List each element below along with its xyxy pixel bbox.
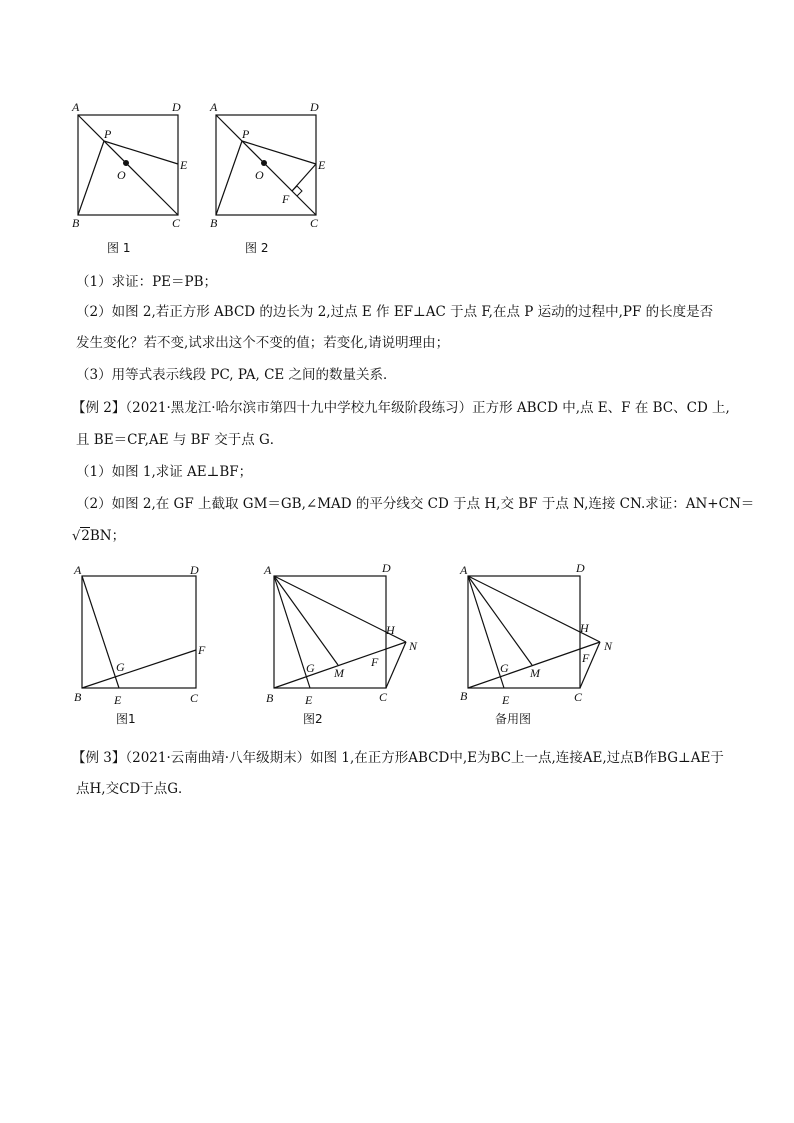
segment-bp [216,141,242,215]
ex1-question-2-line1: （2）如图 2,若正方形 ABCD 的边长为 2,过点 E 作 EF⊥AC 于点 F,在点 P 运动的过程中,PF 的长度是否 [76,304,714,320]
label-b: B [210,216,218,230]
ex2-heading-line2: 且 BE＝CF,AE 与 BF 交于点 G． [76,432,284,448]
segment-cn [580,642,600,688]
figure-caption: 图2 [303,712,323,726]
label-a: A [264,563,272,577]
label-m: M [530,666,540,680]
label-c: C [190,691,199,705]
label-a: A [72,100,80,114]
label-g: G [116,660,125,674]
label-a: A [74,563,82,577]
label-n: N [409,639,418,653]
point-o [123,160,129,166]
square-abcd [82,576,196,688]
right-angle-mark [292,186,302,196]
ex3-line1: 【例 3】（2021·云南曲靖·八年级期末）如图 1,在正方形ABCD中,E为BC上一点,连接AE,过点B作BG⊥AE于 [72,750,724,766]
label-a: A [460,563,468,577]
label-e: E [305,693,313,707]
label-f: F [198,643,206,657]
label-b: B [74,690,82,704]
top-figure-1 [60,95,200,260]
segment-bf [82,650,196,688]
label-d: D [382,561,391,575]
ex2-question-2-rest: BN； [89,528,126,544]
segment-am [274,576,338,665]
point-o [261,160,267,166]
label-e: E [318,158,326,172]
ex2-question-1: （1）如图 1,求证 AE⊥BF； [76,464,253,480]
label-n: N [604,639,613,653]
label-o: O [117,168,126,182]
ex2-question-2-line2 [72,526,125,547]
ex3-line2: 点H,交CD于点G． [76,781,192,797]
figure-caption: 图 1 [107,241,131,255]
ex2-question-2-line1: （2）如图 2,在 GF 上截取 GM＝GB,∠MAD 的平分线交 CD 于点 H,交 BF 于点 N,连接 CN.求证：AN+CN＝ [76,496,755,512]
segment-ae [82,576,119,688]
top-figure-2 [198,95,338,260]
segment-bp [78,141,104,215]
label-c: C [379,690,388,704]
label-g: G [500,661,509,675]
segment-ae [468,576,504,688]
label-o: O [255,168,264,182]
square-abcd [468,576,580,688]
label-e: E [180,158,188,172]
label-p: P [104,127,112,141]
label-e: E [114,693,122,707]
ex1-question-2-line2: 发生变化？若不变,试求出这个不变的值；若变化,请说明理由； [76,335,450,351]
label-d: D [190,563,199,577]
sqrt-radicand: 2 [81,528,90,544]
segment-cn [386,642,406,688]
segment-ae [274,576,310,688]
label-c: C [172,216,181,230]
label-h: H [580,621,589,635]
label-f: F [282,192,290,206]
label-f: F [371,655,379,669]
label-e: E [502,693,510,707]
label-d: D [576,561,585,575]
label-g: G [306,661,315,675]
label-b: B [460,689,468,703]
label-f: F [582,651,590,665]
figure-caption: 图 2 [245,241,269,255]
figure-caption: 图1 [116,712,136,726]
square-abcd [274,576,386,688]
ex2-figure-3 [452,558,627,733]
label-c: C [310,216,319,230]
ex2-figure-1 [66,558,226,733]
label-b: B [266,691,274,705]
ex1-question-1: （1）求证：PE＝PB； [76,274,218,290]
ex2-heading-line1: 【例 2】（2021·黑龙江·哈尔滨市第四十九中学校九年级阶段练习）正方形 ABCD 中,点 E、F 在 BC、CD 上, [72,400,730,416]
ex1-question-3: （3）用等式表示线段 PC, PA, CE 之间的数量关系． [76,367,397,383]
label-d: D [172,100,181,114]
label-a: A [210,100,218,114]
ex2-figure-2 [258,558,433,733]
label-m: M [334,666,344,680]
label-p: P [242,127,250,141]
label-h: H [386,623,395,637]
label-b: B [72,216,80,230]
figure-caption: 备用图 [495,712,532,726]
label-c: C [574,690,583,704]
sqrt-expression: √2 [72,528,90,544]
label-d: D [310,100,319,114]
segment-am [468,576,532,665]
